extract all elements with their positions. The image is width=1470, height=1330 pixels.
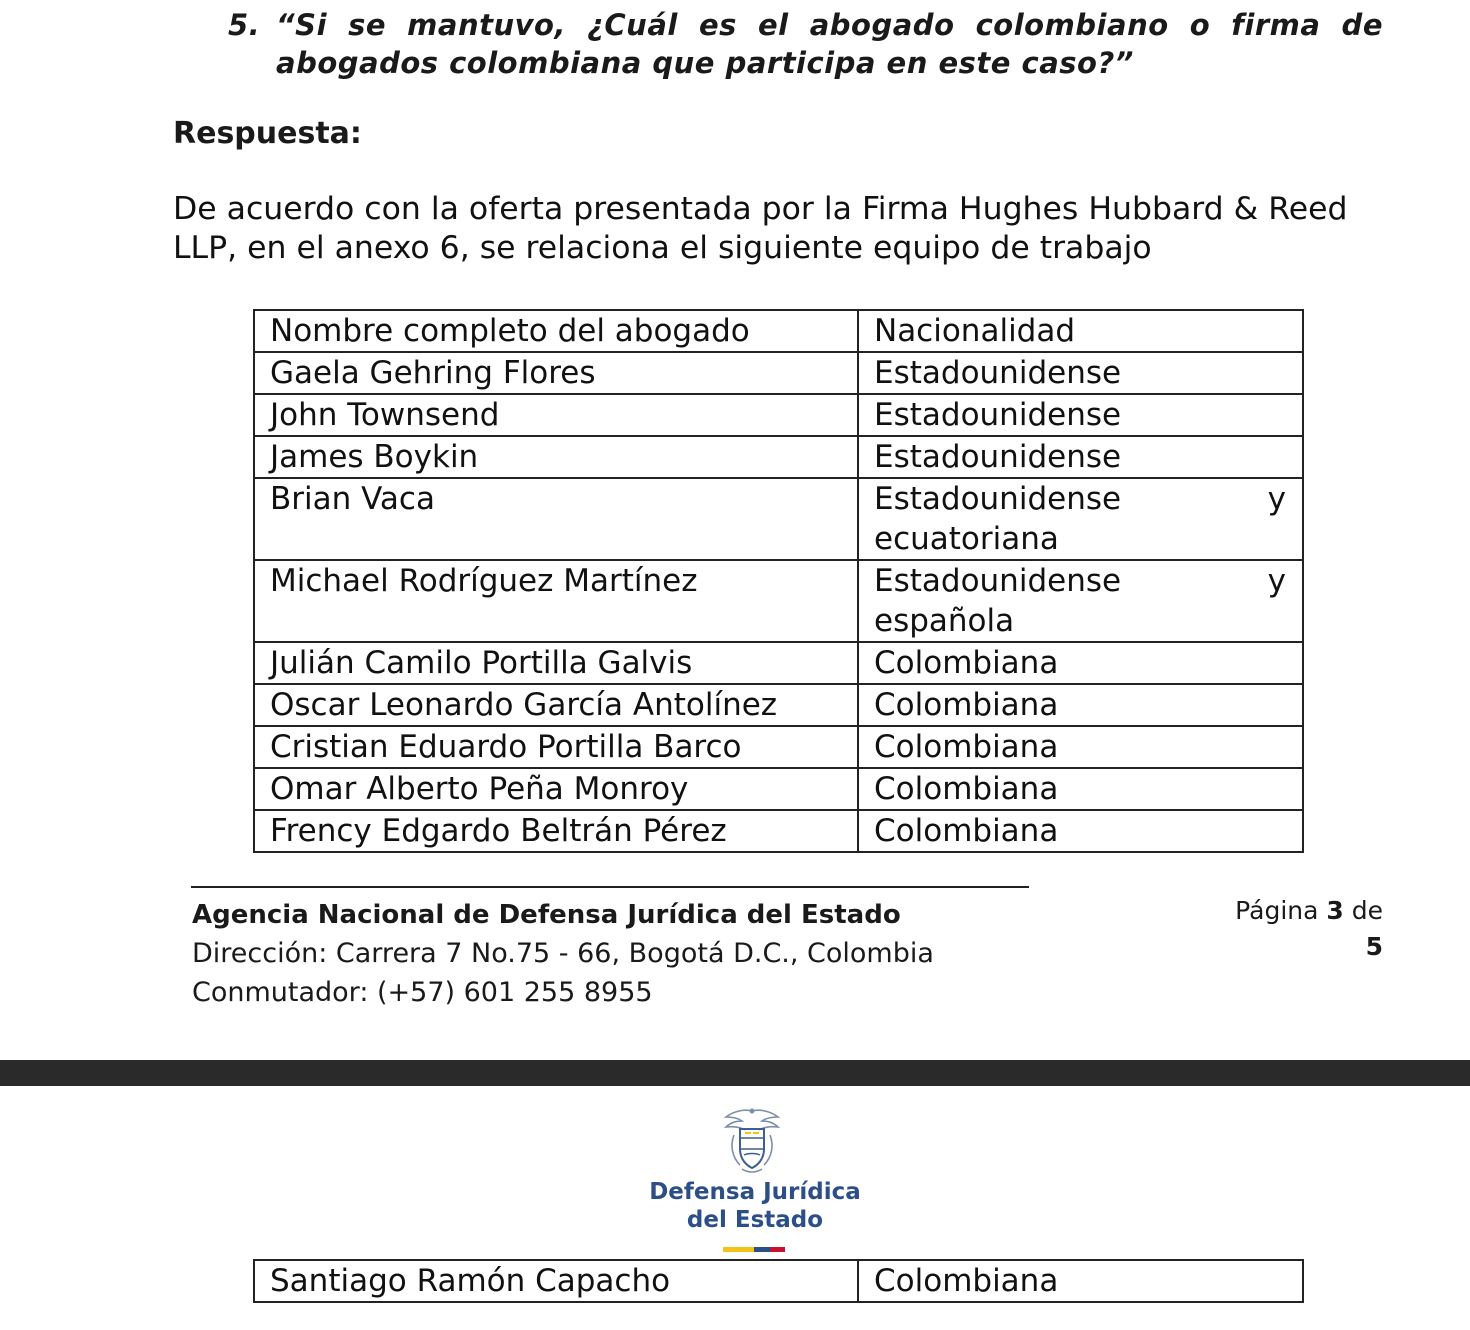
answer-label: Respuesta: [173, 116, 362, 151]
footer-divider [191, 886, 1029, 888]
footer-address: Dirección: Carrera 7 No.75 - 66, Bogotá D.C., Colombia [192, 938, 934, 969]
nationality-conjunction: y [1267, 563, 1286, 599]
lawyers-table-continued [253, 1259, 1304, 1303]
table-row [254, 352, 1303, 394]
table-row [254, 768, 1303, 810]
page-word: Página [1235, 896, 1319, 925]
page-of: de [1351, 896, 1383, 925]
lawyer-nationality: Estadounidense [858, 352, 1303, 394]
nationality-conjunction: y [1267, 481, 1286, 517]
column-header-name: Nombre completo del abogado [254, 310, 858, 352]
coat-of-arms-icon [718, 1105, 786, 1177]
table-row [254, 436, 1303, 478]
lawyer-name: Julián Camilo Portilla Galvis [254, 642, 858, 684]
nationality-primary: Estadounidense [874, 481, 1122, 517]
lawyers-table [253, 309, 1304, 853]
lawyer-name: Brian Vaca [254, 478, 858, 560]
question-text: “Si se mantuvo, ¿Cuál es el abogado colombiano o firma de abogados colombiana que participa en este caso?” [276, 8, 1383, 80]
nationality-secondary: española [874, 603, 1015, 639]
nationality-primary: Estadounidense [874, 563, 1122, 599]
lawyer-name: Frency Edgardo Beltrán Pérez [254, 810, 858, 852]
table-header-row [254, 310, 1303, 352]
lawyer-name: Omar Alberto Peña Monroy [254, 768, 858, 810]
lawyer-nationality: Colombiana [858, 642, 1303, 684]
table-row [254, 684, 1303, 726]
table-row [254, 642, 1303, 684]
lawyer-name: John Townsend [254, 394, 858, 436]
logo-line-2: del Estado [686, 1207, 824, 1233]
answer-paragraph: De acuerdo con la oferta presentada por la Firma Hughes Hubbard & Reed LLP, en el anexo 6, se relaciona el siguiente equipo de trabajo [173, 191, 1348, 266]
table-row [254, 394, 1303, 436]
footer-phone: Conmutador: (+57) 601 255 8955 [192, 977, 653, 1008]
lawyer-nationality: Colombiana [858, 810, 1303, 852]
lawyer-name: Gaela Gehring Flores [254, 352, 858, 394]
nationality-secondary: ecuatoriana [874, 521, 1059, 557]
page-current: 3 [1326, 896, 1344, 925]
lawyer-nationality: Colombiana [858, 726, 1303, 768]
flag-stripe-icon [723, 1247, 785, 1252]
lawyer-nationality [858, 560, 1303, 642]
logo-wordmark [600, 1178, 910, 1234]
table-row [254, 478, 1303, 560]
table-row [254, 810, 1303, 852]
lawyer-nationality: Colombiana [858, 768, 1303, 810]
lawyer-nationality [858, 478, 1303, 560]
table-row [254, 560, 1303, 642]
page-number [1220, 893, 1383, 965]
lawyer-name: Cristian Eduardo Portilla Barco [254, 726, 858, 768]
logo-line-1: Defensa Jurídica [649, 1179, 861, 1205]
page-break-bar [0, 1060, 1470, 1086]
lawyer-name: James Boykin [254, 436, 858, 478]
lawyer-nationality: Colombiana [858, 1260, 1303, 1302]
lawyer-nationality: Colombiana [858, 684, 1303, 726]
page-total: 5 [1365, 932, 1383, 961]
table-row [254, 1260, 1303, 1302]
lawyer-name: Oscar Leonardo García Antolínez [254, 684, 858, 726]
lawyer-name: Santiago Ramón Capacho [254, 1260, 858, 1302]
column-header-nationality: Nacionalidad [858, 310, 1303, 352]
lawyer-nationality: Estadounidense [858, 436, 1303, 478]
table-row [254, 726, 1303, 768]
lawyer-name: Michael Rodríguez Martínez [254, 560, 858, 642]
question-heading [228, 6, 1383, 82]
footer-agency-name: Agencia Nacional de Defensa Jurídica del Estado [192, 900, 901, 930]
question-number: 5. [228, 8, 261, 42]
lawyer-nationality: Estadounidense [858, 394, 1303, 436]
